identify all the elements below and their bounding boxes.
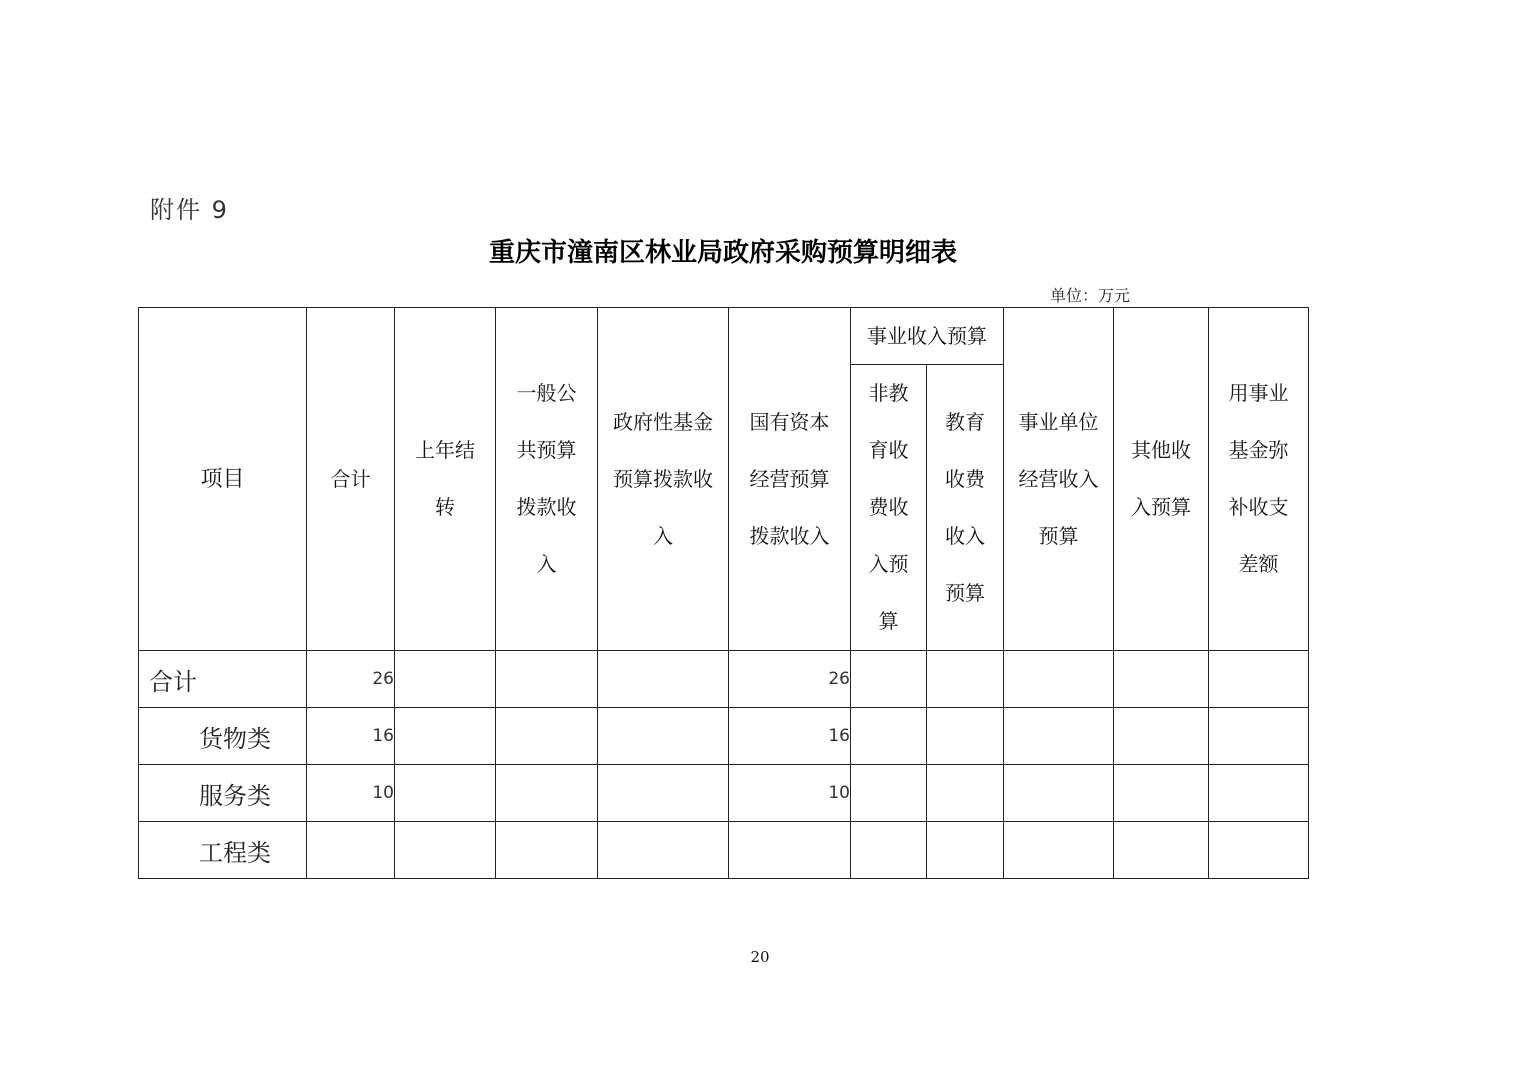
cell-fund-offset [1209,708,1309,765]
table-row-construction [139,822,1309,879]
header-education-fees-text: 教育收费收入预算 [945,409,985,605]
document-title: 重庆市潼南区林业局政府采购预算明细表 [488,238,957,268]
cell-business-unit-operating [1004,822,1114,879]
cell-state-capital: 16 [729,708,851,765]
cell-state-capital: 26 [729,651,851,708]
cell-other-income [1114,822,1209,879]
cell-state-capital [729,822,851,879]
table-row-services [139,765,1309,822]
cell-other-income [1114,765,1209,822]
row-label: 工程类 [139,822,307,879]
header-education-fees [927,365,1004,651]
cell-business-unit-operating [1004,765,1114,822]
cell-general-public [496,765,598,822]
cell-total: 16 [307,708,395,765]
cell-general-public [496,708,598,765]
cell-carryover [395,822,496,879]
cell-fund-offset [1209,822,1309,879]
cell-carryover [395,651,496,708]
header-general-public [496,308,598,651]
cell-gov-fund [598,822,729,879]
cell-total: 10 [307,765,395,822]
attachment-label: 附件 9 [150,196,229,224]
cell-gov-fund [598,708,729,765]
header-general-public-text: 一般公共预算拨款收入 [516,381,577,576]
header-gov-fund [598,308,729,651]
header-business-unit-operating [1004,308,1114,651]
cell-non-education-fees [851,765,927,822]
header-carryover [395,308,496,651]
cell-education-fees [927,822,1004,879]
header-non-education-fees-text: 非教育收费收入预算 [868,381,909,633]
header-fund-offset-text: 用事业基金弥补收支差额 [1228,381,1289,576]
cell-education-fees [927,651,1004,708]
cell-total [307,822,395,879]
header-carryover-text: 上年结转 [415,438,475,519]
cell-non-education-fees [851,822,927,879]
cell-fund-offset [1209,651,1309,708]
header-state-capital [729,308,851,651]
cell-general-public [496,651,598,708]
cell-total: 26 [307,651,395,708]
cell-gov-fund [598,651,729,708]
header-business-unit-operating-text: 事业单位经营收入预算 [1018,409,1099,548]
table-row-total [139,651,1309,708]
header-other-income [1114,308,1209,651]
cell-other-income [1114,708,1209,765]
header-total: 合计 [307,308,395,651]
cell-business-unit-operating [1004,651,1114,708]
row-label: 货物类 [139,708,307,765]
cell-carryover [395,708,496,765]
page-number: 20 [750,948,770,966]
header-gov-fund-text: 政府性基金预算拨款收入 [613,409,713,548]
header-business-income-group: 事业收入预算 [851,308,1004,365]
header-fund-offset [1209,308,1309,651]
row-label: 服务类 [139,765,307,822]
cell-state-capital: 10 [729,765,851,822]
cell-education-fees [927,708,1004,765]
procurement-budget-table [138,307,1309,879]
cell-other-income [1114,651,1209,708]
header-item: 项目 [139,308,307,651]
cell-non-education-fees [851,651,927,708]
header-non-education-fees [851,365,927,651]
table-row-goods [139,708,1309,765]
row-label: 合计 [139,651,307,708]
cell-carryover [395,765,496,822]
cell-non-education-fees [851,708,927,765]
unit-label: 单位：万元 [1050,286,1131,305]
header-state-capital-text: 国有资本经营预算拨款收入 [749,409,830,548]
header-other-income-text: 其他收入预算 [1131,438,1191,519]
cell-fund-offset [1209,765,1309,822]
cell-education-fees [927,765,1004,822]
cell-business-unit-operating [1004,708,1114,765]
cell-general-public [496,822,598,879]
cell-gov-fund [598,765,729,822]
